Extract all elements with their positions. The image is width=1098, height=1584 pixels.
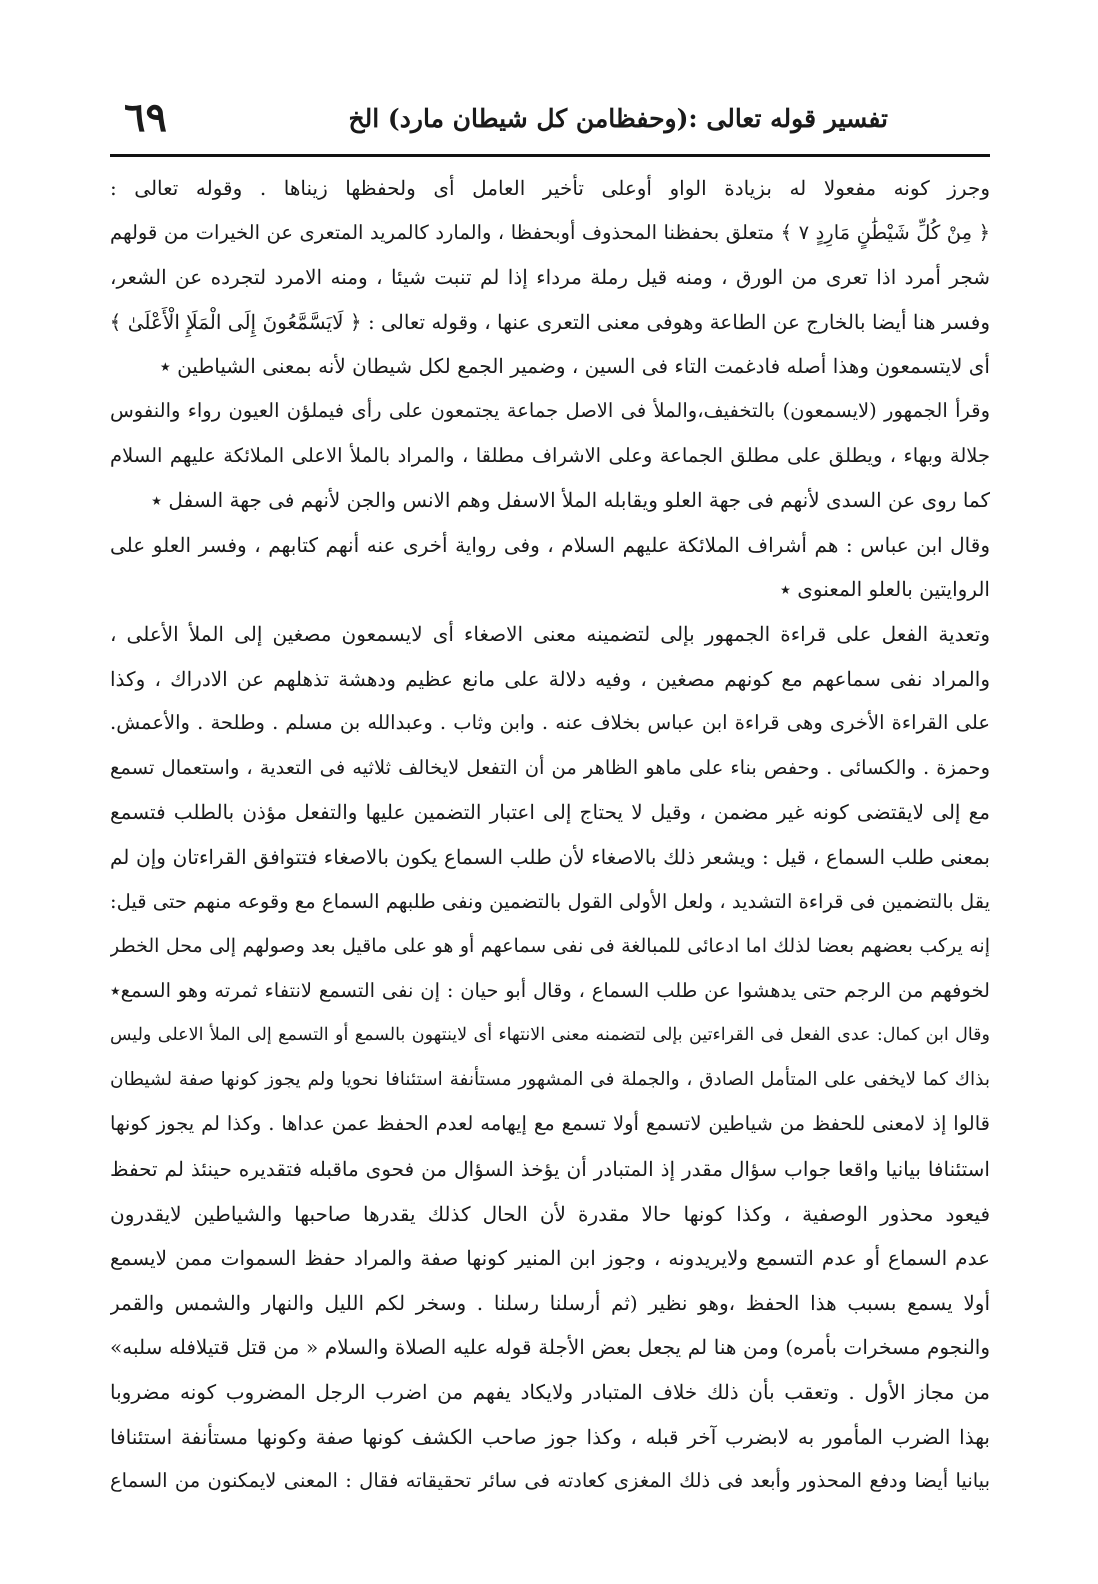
text-line: والمراد نفى سماعهم مع كونهم مصغين ، وفيه دلالة على مانع عظيم ودهشة تذهلهم عن الادراك ، وكذا xyxy=(110,666,990,691)
page-header xyxy=(112,94,988,156)
text-line: على القراءة الأخرى وهى قراءة ابن عباس بخلاف عنه . وابن وثاب . وعبدالله بن مسلم . وطلحة . والأعمش. xyxy=(110,711,990,735)
text-line: وجرز كونه مفعولا له بزيادة الواو أوعلى تأخير العامل أى ولحفظها زيناها . وقوله تعالى : xyxy=(110,176,990,200)
text-line: بهذا الضرب المأمور به لابضرب آخر قبله ، وكذا جوز صاحب الكشف كونها صفة وكونها مستأنفة استئنافا xyxy=(110,1424,990,1449)
text-line: أولا يسمع بسبب هذا الحفظ ،وهو نظير (ثم أرسلنا رسلنا . وسخر لكم الليل والنهار والشمس والقمر xyxy=(110,1290,990,1315)
text-line: والنجوم مسخرات بأمره) ومن هنا لم يجعل بعض الأجلة قوله عليه الصلاة والسلام « من قتل قتيلافله سلبه» xyxy=(110,1335,990,1360)
text-line: بيانيا أيضا ودفع المحذور وأبعد فى ذلك المغزى كعادته فى سائر تحقيقاته فقال : المعنى لايمكنون من السماع xyxy=(110,1469,990,1493)
text-line: جلالة وبهاء ، ويطلق على مطلق الجماعة وعلى الاشراف مطلقا ، والمراد بالملأ الاعلى الملائكة عليهم السلام xyxy=(110,443,990,467)
text-line: الروايتين بالعلو المعنوى ٭ xyxy=(780,577,990,602)
text-line: لخوفهم من الرجم حتى يدهشوا عن طلب السماع ، وقال أبو حيان : إن نفى التسمع لانتفاء ثمرته وهو السمع٭ xyxy=(110,978,990,1002)
text-line: قالوا إذ لامعنى للحفظ من شياطين لاتسمع أولا تسمع مع إيهامه لعدم الحفظ عمن عداها . وكذا لم يجوز كونها xyxy=(110,1112,990,1136)
text-line: عدم السماع أو عدم التسمع ولايريدونه ، وجوز ابن المنير كونها صفة والمراد حفظ السموات ممن لايسمع xyxy=(110,1246,990,1271)
text-line: وقال ابن كمال: عدى الفعل فى القراءتين بإلى لتضمنه معنى الانتهاء أى لاينتهون بالسمع أو التسمع إلى الملأ الاعلى وليس xyxy=(110,1025,990,1046)
text-line: أى لايتسمعون وهذا أصله فادغمت التاء فى السين ، وضمير الجمع لكل شيطان لأنه بمعنى الشياطين ٭ xyxy=(159,354,990,379)
text-line: من مجاز الأول . وتعقب بأن ذلك خلاف المتبادر ولايكاد يفهم من اضرب الرجل المضروب كونه مضروبا xyxy=(110,1380,990,1405)
text-line: فيعود محذور الوصفية ، وكذا كونها حالا مقدرة لأن الحال كذلك يقدرها صاحبها والشياطين لايقدرون xyxy=(110,1201,990,1226)
text-line: بمعنى طلب السماع ، قيل : ويشعر ذلك بالاصغاء لأن طلب السماع يكون بالاصغاء فتتوافق القراءتان وإن لم xyxy=(110,844,990,869)
text-line: وحمزة . والكسائى . وحفص بناء على ماهو الظاهر من أن التفعل لايخالف ثلاثيه فى التعدية ، واستعمال تسمع xyxy=(110,755,990,779)
text-line: وتعدية الفعل على قراءة الجمهور بإلى لتضمينه معنى الاصغاء أى لايسمعون مصغين إلى الملأ الأعلى ، xyxy=(110,621,990,646)
page-number: ٦٩ xyxy=(124,94,167,141)
text-line: شجر أمرد اذا تعرى من الورق ، ومنه قيل رملة مرداء إذا لم تنبت شيئا ، ومنه الامرد لتجرده عن الشعر، xyxy=(110,265,990,290)
text-line: وقال ابن عباس : هم أشراف الملائكة عليهم السلام ، وفى رواية أخرى عنه أنهم كتابهم ، وفسر العلو على xyxy=(110,532,990,557)
text-line: مع إلى لايقتضى كونه غير مضمن ، وقيل لا يحتاج إلى اعتبار التضمين عليها والتفعل مؤذن بالطلب فتسمع xyxy=(110,800,990,825)
text-line: كما روى عن السدى لأنهم فى جهة العلو ويقابله الملأ الاسفل وهم الانس والجن لأنهم فى جهة السفل ٭ xyxy=(151,488,990,513)
text-line: وفسر هنا أيضا بالخارج عن الطاعة وهوفى معنى التعرى عنها ، وقوله تعالى : ﴿ لَايَسَّمَّعُونَ إِلَى الْمَلَإِ الْأَعْلَىٰ ﴾ xyxy=(110,309,990,334)
text-line: إنه يركب بعضهم بعضا لذلك اما ادعائى للمبالغة فى نفى سماعهم أو هو على ماقيل بعد وصولهم إلى محل الخطر xyxy=(110,935,990,958)
text-line: استئنافا بيانيا واقعا جواب سؤال مقدر إذ المتبادر أن يؤخذ السؤال من فحوى ماقبله فتقديره حينئذ لم تحفظ xyxy=(110,1157,990,1182)
header-rule xyxy=(110,154,990,157)
text-line: وقرأ الجمهور (لايسمعون) بالتخفيف،والملأ فى الاصل جماعة يجتمعون على رأى فيملؤن العيون رواء والنفوس xyxy=(110,398,990,422)
running-title: تفسير قوله تعالى :(وحفظامن كل شيطان مارد) الخ xyxy=(348,104,888,133)
text-line: بذاك كما لايخفى على المتأمل الصادق ، والجملة فى المشهور مستأنفة استئنافا نحويا ولم يجوز كونها صفة لشيطان xyxy=(110,1068,990,1090)
text-line: يقل بالتضمين فى قراءة التشديد ، ولعل الأولى القول بالتضمين ونفى طلبهم السماع مع وقوعه منهم حتى قيل: xyxy=(110,889,990,913)
text-line: ﴿ مِنْ كُلِّ شَيْطَٰنٍ مَارِدٍ ٧ ﴾ متعلق بحفظنا المحذوف أوبحفظا ، والمارد كالمريد المتعرى عن الخيرات من قولهم xyxy=(110,220,990,244)
body-text xyxy=(110,166,990,1504)
